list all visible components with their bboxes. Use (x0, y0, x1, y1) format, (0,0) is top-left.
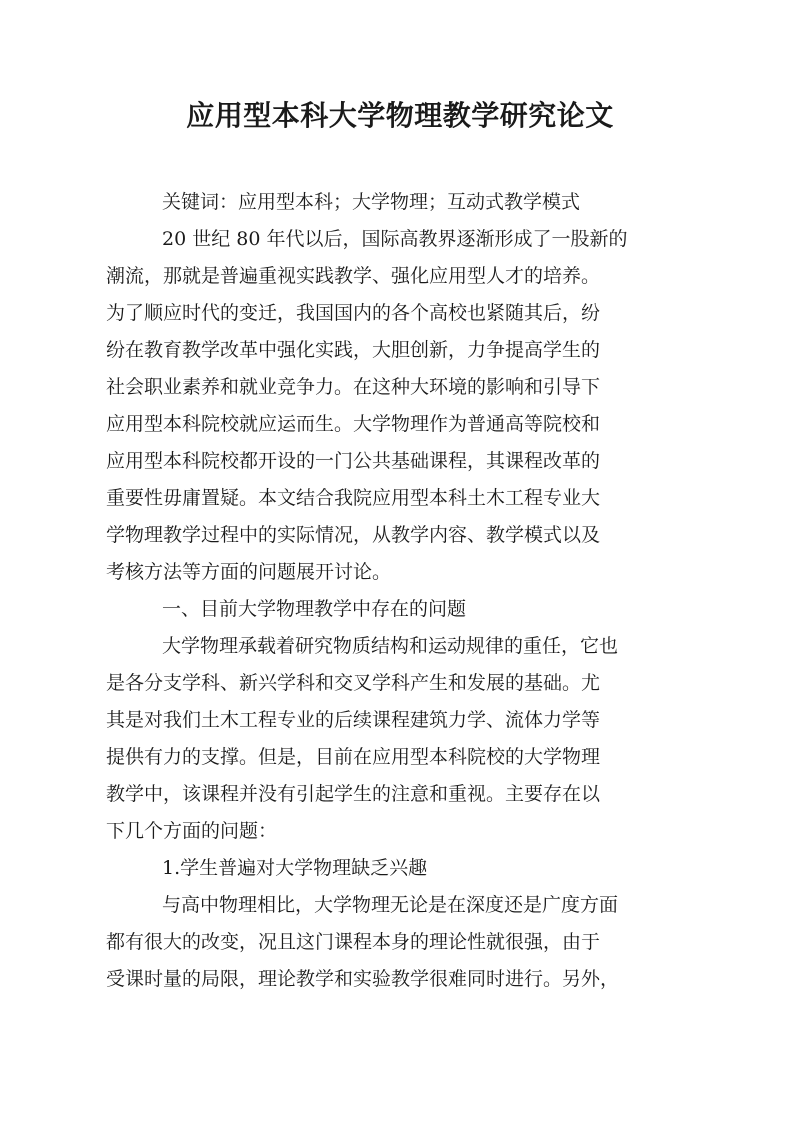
paragraph-line: 其是对我们土木工程专业的后续课程建筑力学、流体力学等 (106, 709, 601, 731)
subsection-heading: 1.学生普遍对大学物理缺乏兴趣 (162, 857, 428, 879)
paragraph-line: 提供有力的支撑。但是，目前在应用型本科院校的大学物理 (106, 746, 601, 768)
paragraph-line: 都有很大的改变，况且这门课程本身的理论性就很强，由于 (106, 931, 601, 953)
paragraph-line: 应用型本科院校都开设的一门公共基础课程，其课程改革的 (106, 450, 601, 472)
paragraph-line: 考核方法等方面的问题展开讨论。 (106, 561, 392, 583)
document-body (106, 184, 696, 998)
paragraph-line: 学物理教学过程中的实际情况，从教学内容、教学模式以及 (106, 524, 601, 546)
paragraph-line: 应用型本科院校就应运而生。大学物理作为普通高等院校和 (106, 413, 601, 435)
paragraph-line: 重要性毋庸置疑。本文结合我院应用型本科土木工程专业大 (106, 487, 601, 509)
paragraph-line: 潮流，那就是普遍重视实践教学、强化应用型人才的培养。 (106, 265, 601, 287)
paragraph-line: 受课时量的局限，理论教学和实验教学很难同时进行。另外， (106, 968, 620, 990)
keywords-line: 关键词：应用型本科；大学物理；互动式教学模式 (162, 191, 581, 213)
paragraph-line: 20 世纪 80 年代以后，国际高教界逐渐形成了一股新的 (162, 228, 628, 250)
paragraph-line: 是各分支学科、新兴学科和交叉学科产生和发展的基础。尤 (106, 672, 601, 694)
paragraph-line: 社会职业素养和就业竞争力。在这种大环境的影响和引导下 (106, 376, 601, 398)
paragraph-line: 与高中物理相比，大学物理无论是在深度还是广度方面 (162, 894, 619, 916)
paragraph-line: 为了顺应时代的变迁，我国国内的各个高校也紧随其后，纷 (106, 302, 601, 324)
paragraph-line: 大学物理承载着研究物质结构和运动规律的重任，它也 (162, 635, 619, 657)
paragraph-line: 下几个方面的问题： (106, 820, 278, 842)
paragraph-line: 教学中，该课程并没有引起学生的注意和重视。主要存在以 (106, 783, 601, 805)
section-heading: 一、目前大学物理教学中存在的问题 (162, 598, 467, 620)
paragraph-line: 纷在教育教学改革中强化实践，大胆创新，力争提高学生的 (106, 339, 601, 361)
document-title: 应用型本科大学物理教学研究论文 (186, 99, 614, 132)
